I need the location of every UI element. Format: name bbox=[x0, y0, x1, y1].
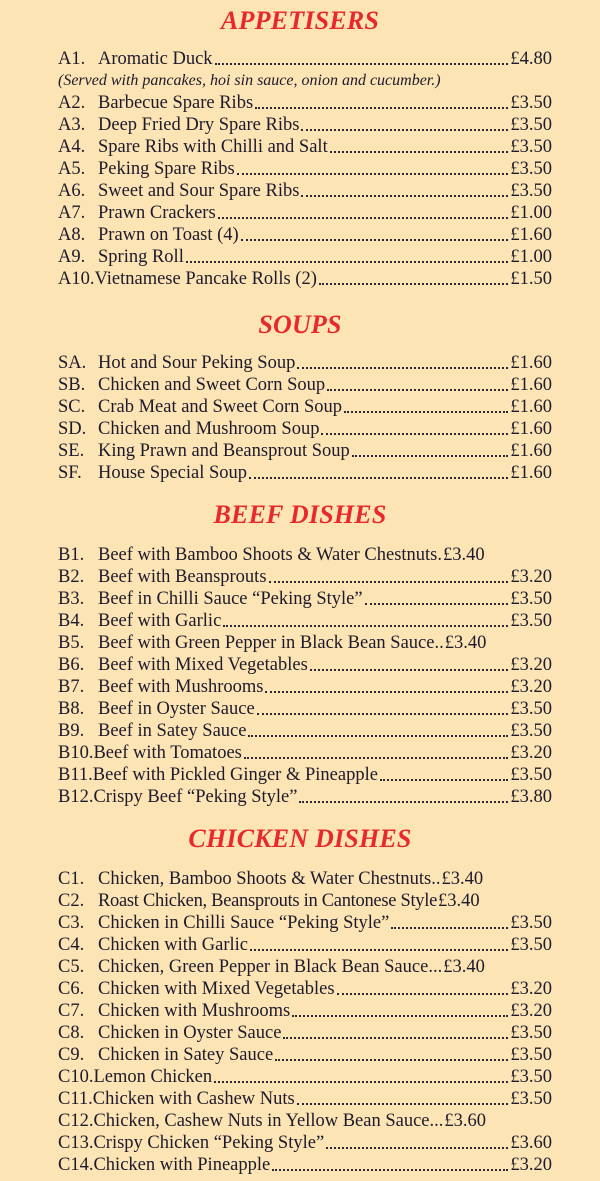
item-price: £4.80 bbox=[510, 49, 552, 69]
item-code: C7. bbox=[58, 1001, 85, 1021]
item-code: A5. bbox=[58, 159, 86, 179]
item-code: C8. bbox=[58, 1023, 85, 1043]
menu-item-sf bbox=[58, 462, 552, 484]
dot-leader bbox=[297, 367, 508, 369]
item-code: A10. bbox=[58, 269, 95, 289]
menu-item-sb bbox=[58, 374, 552, 396]
item-name: Crispy Beef “Peking Style” bbox=[93, 787, 298, 807]
item-price: £3.50 bbox=[510, 721, 552, 741]
item-code: SF. bbox=[58, 463, 82, 483]
item-code: C5. bbox=[58, 957, 85, 977]
item-price: £3.40 bbox=[444, 633, 487, 653]
item-code: B1. bbox=[58, 545, 85, 565]
menu-item-b5 bbox=[58, 632, 552, 654]
item-name: Spring Roll bbox=[98, 247, 184, 267]
menu-item-b10 bbox=[58, 742, 552, 764]
menu-item-c2 bbox=[58, 890, 552, 912]
item-name: Chicken, Green Pepper in Black Bean Sauce... bbox=[98, 957, 443, 977]
menu-item-c5 bbox=[58, 956, 552, 978]
item-name: Lemon Chicken bbox=[93, 1067, 213, 1087]
item-price: £3.50 bbox=[510, 181, 552, 201]
item-name: Prawn on Toast (4) bbox=[98, 225, 239, 245]
item-code: SC. bbox=[58, 397, 86, 417]
item-price: £3.50 bbox=[510, 765, 552, 785]
item-code: B6. bbox=[58, 655, 85, 675]
item-price: £1.60 bbox=[510, 375, 552, 395]
menu-item-c3 bbox=[58, 912, 552, 934]
item-name: Crab Meat and Sweet Corn Soup bbox=[98, 397, 343, 417]
menu-item-c1 bbox=[58, 868, 552, 890]
item-price: £3.50 bbox=[510, 913, 552, 933]
menu-item-b7 bbox=[58, 676, 552, 698]
chicken-dishes-heading: CHICKEN DISHES bbox=[188, 824, 412, 853]
item-price: £1.60 bbox=[510, 225, 552, 245]
item-name: King Prawn and Beansprout Soup bbox=[98, 441, 350, 461]
item-price: £1.60 bbox=[510, 353, 552, 373]
item-price: £3.40 bbox=[443, 957, 485, 977]
item-price: £1.60 bbox=[510, 397, 552, 417]
dot-leader bbox=[186, 261, 509, 263]
dot-leader bbox=[321, 433, 508, 435]
item-code: C3. bbox=[58, 913, 85, 933]
dot-leader bbox=[365, 603, 509, 605]
dot-leader bbox=[248, 735, 508, 737]
menu-item-b6 bbox=[58, 654, 552, 676]
item-code: B2. bbox=[58, 567, 85, 587]
item-code: B8. bbox=[58, 699, 85, 719]
dot-leader bbox=[250, 949, 508, 951]
dot-leader bbox=[218, 217, 509, 219]
dot-leader bbox=[275, 1059, 508, 1061]
item-name: Spare Ribs with Chilli and Salt bbox=[98, 137, 328, 157]
menu-item-b11 bbox=[58, 764, 552, 786]
dot-leader bbox=[272, 1169, 508, 1171]
item-code: SB. bbox=[58, 375, 86, 395]
dot-leader bbox=[265, 691, 508, 693]
item-code: C4. bbox=[58, 935, 85, 955]
menu-item-c9 bbox=[58, 1044, 552, 1066]
item-price: £3.20 bbox=[510, 1155, 552, 1175]
item-code: A9. bbox=[58, 247, 86, 267]
soups-heading: SOUPS bbox=[258, 310, 342, 339]
item-code: B7. bbox=[58, 677, 85, 697]
menu-item-a3 bbox=[58, 114, 552, 136]
menu-item-a1 bbox=[58, 48, 552, 70]
menu-item-c6 bbox=[58, 978, 552, 1000]
dot-leader bbox=[380, 779, 508, 781]
dot-leader bbox=[223, 625, 508, 627]
item-code: C11. bbox=[58, 1089, 93, 1109]
menu-item-c12 bbox=[58, 1110, 552, 1132]
item-code: B3. bbox=[58, 589, 85, 609]
item-name: Hot and Sour Peking Soup bbox=[98, 353, 296, 373]
dot-leader bbox=[310, 669, 509, 671]
menu-item-c7 bbox=[58, 1000, 552, 1022]
item-code: A7. bbox=[58, 203, 86, 223]
item-name: Chicken in Chilli Sauce “Peking Style” bbox=[98, 913, 390, 933]
menu-item-sd bbox=[58, 418, 552, 440]
dot-leader bbox=[319, 283, 509, 285]
menu-item-b9 bbox=[58, 720, 552, 742]
item-code: B9. bbox=[58, 721, 85, 741]
dot-leader bbox=[391, 927, 508, 929]
dot-leader bbox=[269, 581, 509, 583]
dot-leader bbox=[249, 477, 508, 479]
menu-item-c11 bbox=[58, 1088, 552, 1110]
item-code: B4. bbox=[58, 611, 85, 631]
dot-leader bbox=[344, 411, 508, 413]
item-price: £1.60 bbox=[510, 441, 552, 461]
item-name: Chicken, Cashew Nuts in Yellow Bean Sauce... bbox=[93, 1111, 444, 1131]
item-name: Beef in Satey Sauce bbox=[98, 721, 247, 741]
beef-dishes-heading: BEEF DISHES bbox=[213, 500, 387, 529]
item-name: Beef with Mixed Vegetables bbox=[98, 655, 308, 675]
item-name: Beef with Tomatoes bbox=[93, 743, 242, 763]
item-name: Chicken, Bamboo Shoots & Water Chestnuts.. bbox=[98, 869, 441, 889]
item-name: Beef with Garlic bbox=[98, 611, 222, 631]
item-price: £3.20 bbox=[510, 1001, 552, 1021]
item-price: £3.20 bbox=[510, 677, 552, 697]
item-price: £3.50 bbox=[510, 589, 552, 609]
item-name: Beef in Chilli Sauce “Peking Style” bbox=[98, 589, 363, 609]
item-code: A6. bbox=[58, 181, 86, 201]
menu-item-a7 bbox=[58, 202, 552, 224]
item-name: Deep Fried Dry Spare Ribs bbox=[98, 115, 300, 135]
dot-leader bbox=[337, 993, 509, 995]
item-name: Chicken and Mushroom Soup bbox=[98, 419, 320, 439]
item-code: SD. bbox=[58, 419, 87, 439]
item-name: Crispy Chicken “Peking Style” bbox=[93, 1133, 325, 1153]
item-price: £3.50 bbox=[510, 159, 552, 179]
item-name: Beef with Beansprouts bbox=[98, 567, 267, 587]
dot-leader bbox=[301, 129, 508, 131]
item-code: A4. bbox=[58, 137, 86, 157]
item-name: Beef with Green Pepper in Black Bean Sauce.. bbox=[98, 633, 444, 653]
item-price: £3.50 bbox=[510, 1023, 552, 1043]
dot-leader bbox=[352, 455, 509, 457]
menu-item-a6 bbox=[58, 180, 552, 202]
menu-item-sc bbox=[58, 396, 552, 418]
item-price: £3.50 bbox=[510, 1067, 552, 1087]
item-price: £3.40 bbox=[443, 545, 485, 565]
item-code: C9. bbox=[58, 1045, 85, 1065]
item-price: £3.20 bbox=[510, 743, 552, 763]
item-code: B5. bbox=[58, 633, 85, 653]
dot-leader bbox=[292, 1015, 508, 1017]
dot-leader bbox=[241, 239, 509, 241]
item-code: C1. bbox=[58, 869, 85, 889]
item-name: Vietnamese Pancake Rolls (2) bbox=[94, 269, 317, 289]
item-price: £1.50 bbox=[510, 269, 552, 289]
item-price: £3.50 bbox=[510, 115, 552, 135]
item-code: C13. bbox=[58, 1133, 94, 1153]
dot-leader bbox=[301, 195, 508, 197]
item-code: A1. bbox=[58, 49, 86, 69]
menu-item-b12 bbox=[58, 786, 552, 808]
dot-leader bbox=[326, 1147, 508, 1149]
item-price: £3.50 bbox=[510, 137, 552, 157]
menu-item-a9 bbox=[58, 246, 552, 268]
item-code: C12. bbox=[58, 1111, 94, 1131]
menu-item-sa bbox=[58, 352, 552, 374]
item-code: C14. bbox=[58, 1155, 94, 1175]
item-code: B12. bbox=[58, 787, 94, 807]
dot-leader bbox=[257, 713, 509, 715]
item-name: Barbecue Spare Ribs bbox=[98, 93, 254, 113]
item-name: Chicken with Mixed Vegetables bbox=[98, 979, 335, 999]
item-code: C6. bbox=[58, 979, 85, 999]
item-name: Chicken with Garlic bbox=[98, 935, 249, 955]
item-price: £3.50 bbox=[510, 1089, 552, 1109]
item-name: Chicken with Cashew Nuts bbox=[92, 1089, 295, 1109]
menu-item-a5 bbox=[58, 158, 552, 180]
menu-item-a4 bbox=[58, 136, 552, 158]
item-name: Chicken and Sweet Corn Soup bbox=[98, 375, 326, 395]
dot-leader bbox=[255, 107, 508, 109]
menu-item-se bbox=[58, 440, 552, 462]
item-name: Chicken in Satey Sauce bbox=[98, 1045, 274, 1065]
item-price: £3.40 bbox=[438, 891, 480, 911]
menu-item-c10 bbox=[58, 1066, 552, 1088]
dot-leader bbox=[297, 1103, 509, 1105]
item-name: Chicken with Pineapple bbox=[93, 1155, 271, 1175]
item-price: £1.00 bbox=[510, 203, 552, 223]
menu-item-b2 bbox=[58, 566, 552, 588]
dot-leader bbox=[214, 1081, 508, 1083]
dot-leader bbox=[237, 173, 509, 175]
item-code: C10. bbox=[58, 1067, 94, 1087]
dot-leader bbox=[244, 757, 509, 759]
item-name: Beef with Mushrooms bbox=[98, 677, 264, 697]
item-price: £3.50 bbox=[510, 699, 552, 719]
menu-item-a10 bbox=[58, 268, 552, 290]
dot-leader bbox=[299, 801, 508, 803]
item-name: Sweet and Sour Spare Ribs bbox=[98, 181, 300, 201]
item-price: £3.80 bbox=[510, 787, 552, 807]
menu-item-c13 bbox=[58, 1132, 552, 1154]
menu-item-b4 bbox=[58, 610, 552, 632]
menu-item-c8 bbox=[58, 1022, 552, 1044]
item-name: Beef with Pickled Ginger & Pineapple bbox=[92, 765, 378, 785]
item-name: Prawn Crackers bbox=[98, 203, 216, 223]
item-price: £3.20 bbox=[510, 655, 552, 675]
dot-leader bbox=[330, 151, 509, 153]
item-price: £3.60 bbox=[510, 1133, 552, 1153]
item-price: £3.60 bbox=[444, 1111, 487, 1131]
item-name: House Special Soup bbox=[98, 463, 248, 483]
item-name: Peking Spare Ribs bbox=[98, 159, 235, 179]
item-code: SE. bbox=[58, 441, 85, 461]
dot-leader bbox=[327, 389, 508, 391]
menu-item-b3 bbox=[58, 588, 552, 610]
item-price: £3.20 bbox=[510, 979, 552, 999]
item-price: £3.50 bbox=[510, 611, 552, 631]
menu-item-c14 bbox=[58, 1154, 552, 1176]
menu-item-a8 bbox=[58, 224, 552, 246]
item-price: £1.00 bbox=[510, 247, 552, 267]
item-price: £1.60 bbox=[510, 463, 552, 483]
item-code: C2. bbox=[58, 891, 85, 911]
item-code: A3. bbox=[58, 115, 86, 135]
item-name: Beef with Bamboo Shoots & Water Chestnuts. bbox=[98, 545, 442, 565]
item-price: £3.50 bbox=[510, 935, 552, 955]
item-code: SA. bbox=[58, 353, 87, 373]
item-code: A2. bbox=[58, 93, 86, 113]
item-price: £3.20 bbox=[510, 567, 552, 587]
item-name: Chicken in Oyster Sauce bbox=[98, 1023, 282, 1043]
item-price: £3.50 bbox=[510, 93, 552, 113]
item-code: B11. bbox=[58, 765, 93, 785]
item-code: A8. bbox=[58, 225, 86, 245]
appetisers-heading: APPETISERS bbox=[220, 6, 380, 35]
item-code: B10. bbox=[58, 743, 94, 763]
item-name: Aromatic Duck bbox=[98, 49, 213, 69]
item-name: Roast Chicken, Beansprouts in Cantonese Style bbox=[98, 891, 437, 911]
aromatic-duck-note: (Served with pancakes, hoi sin sauce, onion and cucumber.) bbox=[58, 72, 441, 89]
dot-leader bbox=[283, 1037, 508, 1039]
menu-item-c4 bbox=[58, 934, 552, 956]
item-name: Beef in Oyster Sauce bbox=[98, 699, 255, 719]
menu-item-b1 bbox=[58, 544, 552, 566]
item-price: £1.60 bbox=[510, 419, 552, 439]
item-price: £3.40 bbox=[441, 869, 484, 889]
item-name: Chicken with Mushrooms bbox=[98, 1001, 291, 1021]
menu-item-b8 bbox=[58, 698, 552, 720]
dot-leader bbox=[215, 63, 509, 65]
menu-item-a2 bbox=[58, 92, 552, 114]
item-price: £3.50 bbox=[510, 1045, 552, 1065]
